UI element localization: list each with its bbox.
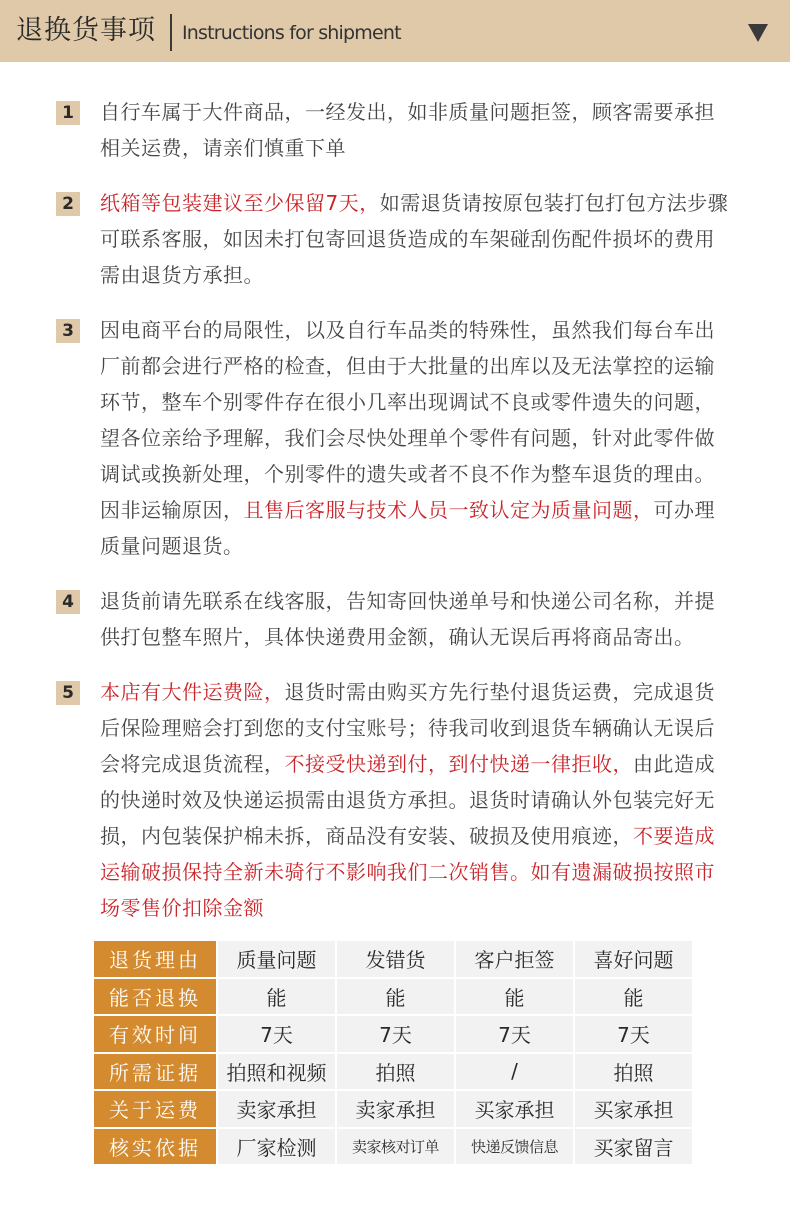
highlight-text: 纸箱等包装建议至少保留7天， xyxy=(100,191,380,215)
table-cell: 拍照和视频 xyxy=(218,1054,335,1090)
page-header xyxy=(0,0,790,62)
table-cell: 拍照 xyxy=(575,1054,692,1090)
header-subtitle: Instructions for shipment xyxy=(182,22,401,44)
table-cell: 能 xyxy=(575,979,692,1015)
item-text xyxy=(100,312,732,564)
body-text: 退货时需由购买方先行垫付退货运费，完成退货后保险理赔会打到您的支付宝账号；待我司收到退货车辆确认无误后会将完成退货流程， xyxy=(100,680,715,776)
table-cell: 能 xyxy=(456,979,573,1015)
instruction-item xyxy=(0,674,790,926)
table-cell: 快递反馈信息 xyxy=(456,1129,573,1165)
highlight-text: 不接受快递到付，到付快递一律拒收， xyxy=(284,752,633,776)
table-row xyxy=(94,1129,692,1165)
row-label: 核实依据 xyxy=(94,1129,216,1165)
body-text: 退货前请先联系在线客服，告知寄回快递单号和快递公司名称，并提供打包整车照片，具体快递费用金额，确认无误后再将商品寄出。 xyxy=(100,589,715,649)
table-row xyxy=(94,1054,692,1090)
table-cell: 厂家检测 xyxy=(218,1129,335,1165)
table-cell: 发错货 xyxy=(337,941,454,977)
table-cell: 7天 xyxy=(575,1016,692,1052)
row-label: 所需证据 xyxy=(94,1054,216,1090)
table-cell: 7天 xyxy=(218,1016,335,1052)
table-cell: 卖家核对订单 xyxy=(337,1129,454,1165)
table-cell: 能 xyxy=(337,979,454,1015)
table-cell: / xyxy=(456,1054,573,1090)
header-title: 退换货事项 xyxy=(16,15,156,46)
row-label: 有效时间 xyxy=(94,1016,216,1052)
table-row xyxy=(94,941,692,977)
table-cell: 能 xyxy=(218,979,335,1015)
instruction-item xyxy=(0,583,790,655)
table-row xyxy=(94,1091,692,1127)
item-number-badge: 2 xyxy=(56,192,80,216)
return-policy-table xyxy=(92,939,694,1166)
item-number-badge: 4 xyxy=(56,590,80,614)
item-number-badge: 5 xyxy=(56,681,80,705)
item-number-badge: 1 xyxy=(56,101,80,125)
instruction-item xyxy=(0,185,790,293)
table-row xyxy=(94,979,692,1015)
table-cell: 买家留言 xyxy=(575,1129,692,1165)
instruction-item xyxy=(0,94,790,166)
table-cell: 7天 xyxy=(456,1016,573,1052)
table-cell: 拍照 xyxy=(337,1054,454,1090)
instruction-item xyxy=(0,312,790,564)
body-text: 由此造成的快递时效及快递运损需由退货方承担。退货时请确认外包装完好无损，内包装保护棉未拆，商品没有安装、破损及使用痕迹， xyxy=(100,752,715,848)
body-text: 可办理质量问题退货。 xyxy=(100,498,715,558)
table-cell: 7天 xyxy=(337,1016,454,1052)
item-text xyxy=(100,185,732,293)
table-cell: 质量问题 xyxy=(218,941,335,977)
table-row xyxy=(94,1016,692,1052)
body-text: 如需退货请按原包装打包打包方法步骤可联系客服，如因未打包寄回退货造成的车架碰刮伤配件损坏的费用需由退货方承担。 xyxy=(100,191,729,287)
highlight-text: 本店有大件运费险， xyxy=(100,680,285,704)
table-cell: 客户拒签 xyxy=(456,941,573,977)
table-cell: 喜好问题 xyxy=(575,941,692,977)
body-text: 自行车属于大件商品，一经发出，如非质量问题拒签，顾客需要承担相关运费，请亲们慎重下单 xyxy=(100,100,715,160)
table-cell: 卖家承担 xyxy=(337,1091,454,1127)
body-text: 因电商平台的局限性，以及自行车品类的特殊性，虽然我们每台车出厂前都会进行严格的检查，但由于大批量的出库以及无法掌控的运输环节，整车个别零件存在很小几率出现调试不良或零件遗失的问题，望各位亲给予理解，我们会尽快处理单个零件有问题，针对此零件做调试或换新处理，个别零件的遗失或者不良不作为整车退货的理由。因非运输原因， xyxy=(100,318,715,522)
item-number-badge: 3 xyxy=(56,319,80,343)
highlight-text: 不要造成运输破损保持全新未骑行不影响我们二次销售。如有遗漏破损按照市场零售价扣除金额 xyxy=(100,824,715,920)
table-cell: 卖家承担 xyxy=(218,1091,335,1127)
instruction-list xyxy=(0,94,790,945)
triangle-down-icon xyxy=(748,24,768,42)
row-label: 退货理由 xyxy=(94,941,216,977)
highlight-text: 且售后客服与技术人员一致认定为质量问题， xyxy=(243,498,654,522)
header-divider xyxy=(170,14,172,51)
item-text xyxy=(100,583,732,655)
table-cell: 买家承担 xyxy=(456,1091,573,1127)
row-label: 能否退换 xyxy=(94,979,216,1015)
row-label: 关于运费 xyxy=(94,1091,216,1127)
item-text xyxy=(100,94,732,166)
item-text xyxy=(100,674,732,926)
table-cell: 买家承担 xyxy=(575,1091,692,1127)
